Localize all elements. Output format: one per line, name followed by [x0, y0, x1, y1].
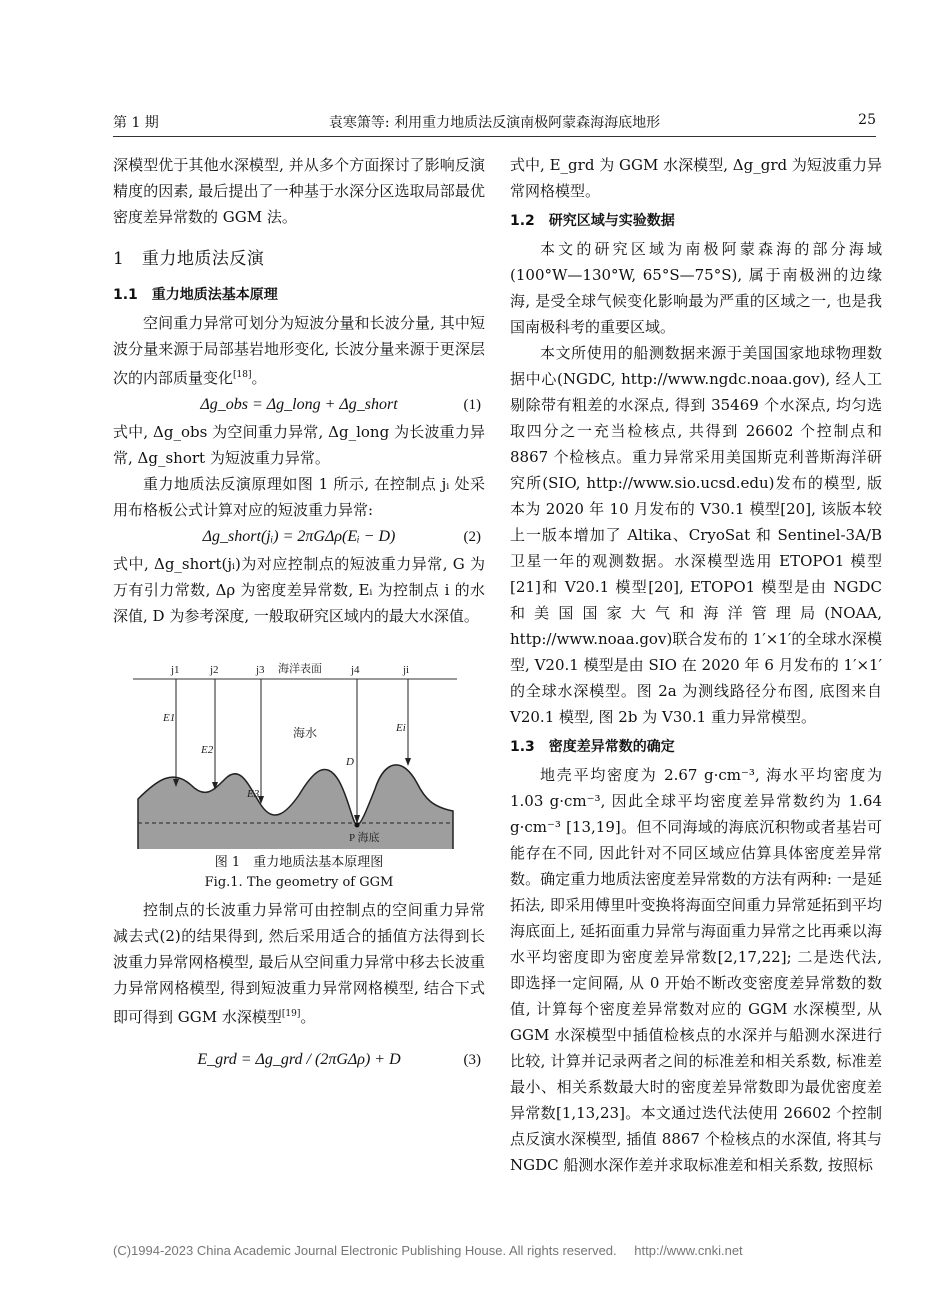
paragraph-principle: 重力地质法反演原理如图 1 所示, 在控制点 jᵢ 处采用布格板公式计算对应的短波重力异常: — [113, 475, 485, 519]
label-j1: j1 — [171, 664, 180, 676]
equation-3-number: (3) — [463, 1052, 481, 1068]
figure-1-caption-en: Fig.1. The geometry of GGM — [204, 875, 394, 890]
figure-1 — [113, 639, 485, 897]
copyright-footer — [113, 1243, 876, 1258]
section-1-title: 1 重力地质法反演 — [113, 249, 265, 269]
label-j3: j3 — [256, 664, 265, 676]
ggm-diagram — [113, 639, 485, 849]
label-j4: j4 — [351, 664, 360, 676]
equation-1-body: Δg_obs = Δg_long + Δg_short — [200, 396, 398, 413]
paragraph-eq1-terms: 式中, Δg_obs 为空间重力异常, Δg_long 为长波重力异常, Δg_short 为短波重力异常。 — [113, 423, 485, 467]
equation-2-body: Δg_short(jᵢ) = 2πGΔρ(Eᵢ − D) — [202, 528, 396, 545]
right-column — [510, 152, 882, 1178]
point-p — [355, 823, 360, 828]
subsection-1-2-title: 1.2 研究区域与实验数据 — [510, 213, 675, 229]
paragraph-density-constant: 地壳平均密度为 2.67 g·cm⁻³, 海水平均密度为 1.03 g·cm⁻³, 因此全球平均密度差异常数约为 1.64 g·cm⁻³ [13,19]。但不同海域的海底沉积物或者基岩可能存在不同, 因此针对不同区域应估算具体密度差异常数。确定重力地质法密度差异常数的方法有两种: 一是延拓法, 即采用傅里叶变换将海面空间重力异常延拓到平均海底面上, 延拓面重力异常与海面重力异常之比再乘以海水平均密度即为密度差异常数[2,17,22]; 二是迭代法, 即选择一定间隔, 从 0 开始不断改变密度差异常数的数值, 计算每个密度差异常数对应的 GGM 水深模型, 从 GGM 水深模型中插值检核点的水深并与船测水深进行比较, 计算并记录两者之间的标准差和相关系数, 标准差最小、相关系数最大时的密度差异常数即为最优密度差异常数[1,13,23]。本文通过迭代法使用 26602 个控制点反演水深模型, 插值 8867 个检核点的水深值, 将其与 NGDC 船测水深作差并求取标准差和相关系数, 按照标 — [510, 766, 882, 1174]
label-seawater: 海水 — [293, 726, 318, 740]
header-rule — [113, 136, 876, 137]
label-d: D — [346, 756, 354, 768]
label-ei: Ei — [396, 722, 406, 734]
issue-label: 第 1 期 — [113, 115, 159, 131]
figure-1-caption-cn: 图 1 重力地质法基本原理图 — [214, 855, 384, 870]
intro-paragraph: 深模型优于其他水深模型, 并从多个方面探讨了影响反演精度的因素, 最后提出了一种基于水深分区选取局部最优密度差异常数的 GGM 法。 — [113, 156, 485, 226]
running-header — [113, 112, 876, 134]
equation-1 — [113, 391, 485, 419]
footer-url[interactable]: http://www.cnki.net — [634, 1243, 743, 1258]
paragraph-long-wave: 控制点的长波重力异常可由控制点的空间重力异常减去式(2)的结果得到, 然后采用适合的插值方法得到长波重力异常网格模型, 最后从空间重力异常中移去长波重力异常网格模型, 得到短波重力异常网格模型, 结合下式即可得到 GGM 水深模型[19]。 — [113, 901, 485, 1026]
paragraph-gravity-components: 空间重力异常可划分为短波分量和长波分量, 其中短波分量来源于局部基岩地形变化, 长波分量来源于更深层次的内部质量变化[18]。 — [113, 314, 485, 387]
label-seafloor: P 海底 — [349, 832, 380, 844]
label-sea-surface: 海洋表面 — [278, 663, 322, 675]
equation-2 — [113, 523, 485, 551]
equation-3 — [113, 1030, 485, 1090]
seafloor-profile — [138, 765, 453, 849]
paragraph-eq2-terms: 式中, Δg_short(jᵢ)为对应控制点的短波重力异常, G 为万有引力常数, Δρ 为密度差异常数, Eᵢ 为控制点 i 的水深值, D 为参考深度, 一般取研究区域内的最大水深值。 — [113, 555, 485, 625]
paragraph-study-area: 本文的研究区域为南极阿蒙森海的部分海域(100°W—130°W, 65°S—75°S), 属于南极洲的边缘海, 是受全球气候变化影响最为严重的区域之一, 也是我国南极科考的重要区域。 — [510, 240, 882, 336]
label-e3: E3 — [247, 788, 260, 800]
equation-2-number: (2) — [463, 529, 481, 545]
equation-3-body: E_grd = Δg_grd / (2πGΔρ) + D — [197, 1051, 401, 1068]
ref-18: [18] — [233, 370, 252, 380]
subsection-1-3-title: 1.3 密度差异常数的确定 — [510, 739, 675, 755]
copyright-text: (C)1994-2023 China Academic Journal Electronic Publishing House. All rights reserved. — [113, 1243, 617, 1258]
paragraph-eq3-terms: 式中, E_grd 为 GGM 水深模型, Δg_grd 为短波重力异常网格模型。 — [510, 156, 882, 200]
arrowhead-ei — [405, 758, 411, 766]
label-e2: E2 — [201, 744, 214, 756]
running-title: 袁寒箫等: 利用重力地质法反演南极阿蒙森海海底地形 — [328, 115, 661, 131]
label-j2: j2 — [210, 664, 219, 676]
left-column — [113, 152, 485, 1090]
page-number: 25 — [858, 112, 876, 128]
ref-19: [19] — [281, 1009, 301, 1019]
label-ji: ji — [403, 664, 410, 676]
equation-1-number: (1) — [463, 397, 481, 413]
label-e1: E1 — [163, 712, 176, 724]
subsection-1-1-title: 1.1 重力地质法基本原理 — [113, 287, 278, 303]
paragraph-data-sources: 本文所使用的船测数据来源于美国国家地球物理数据中心(NGDC, http://www.ngdc.noaa.gov), 经人工剔除带有粗差的水深点, 得到 35469 个水深点, 均匀选取四分之一充当检核点, 共得到 26602 个控制点和 8867 个检核点。重力异常采用美国斯克利普斯海洋研究所(SIO, http://www.sio.ucsd.edu)发布的模型, 版本为 2020 年 10 月发布的 V30.1 模型[20], 该版本较上一版本增加了 Altika、CryoSat 和 Sentinel-3A/B 卫星一年的观测数据。水深模型选用 ETOPO1 模型[21]和 V20.1 模型[20], ETOPO1 模型是由 NGDC 和美国国家大气和海洋管理局(NOAA, http://www.noaa.gov)联合发布的 1′×1′的全球水深模型, V20.1 模型是由 SIO 在 2020 年 6 月发布的 1′×1′的全球水深模型。图 2a 为测线路径分布图, 底图来自 V20.1 模型, 图 2b 为 V30.1 重力异常模型。 — [510, 344, 882, 726]
